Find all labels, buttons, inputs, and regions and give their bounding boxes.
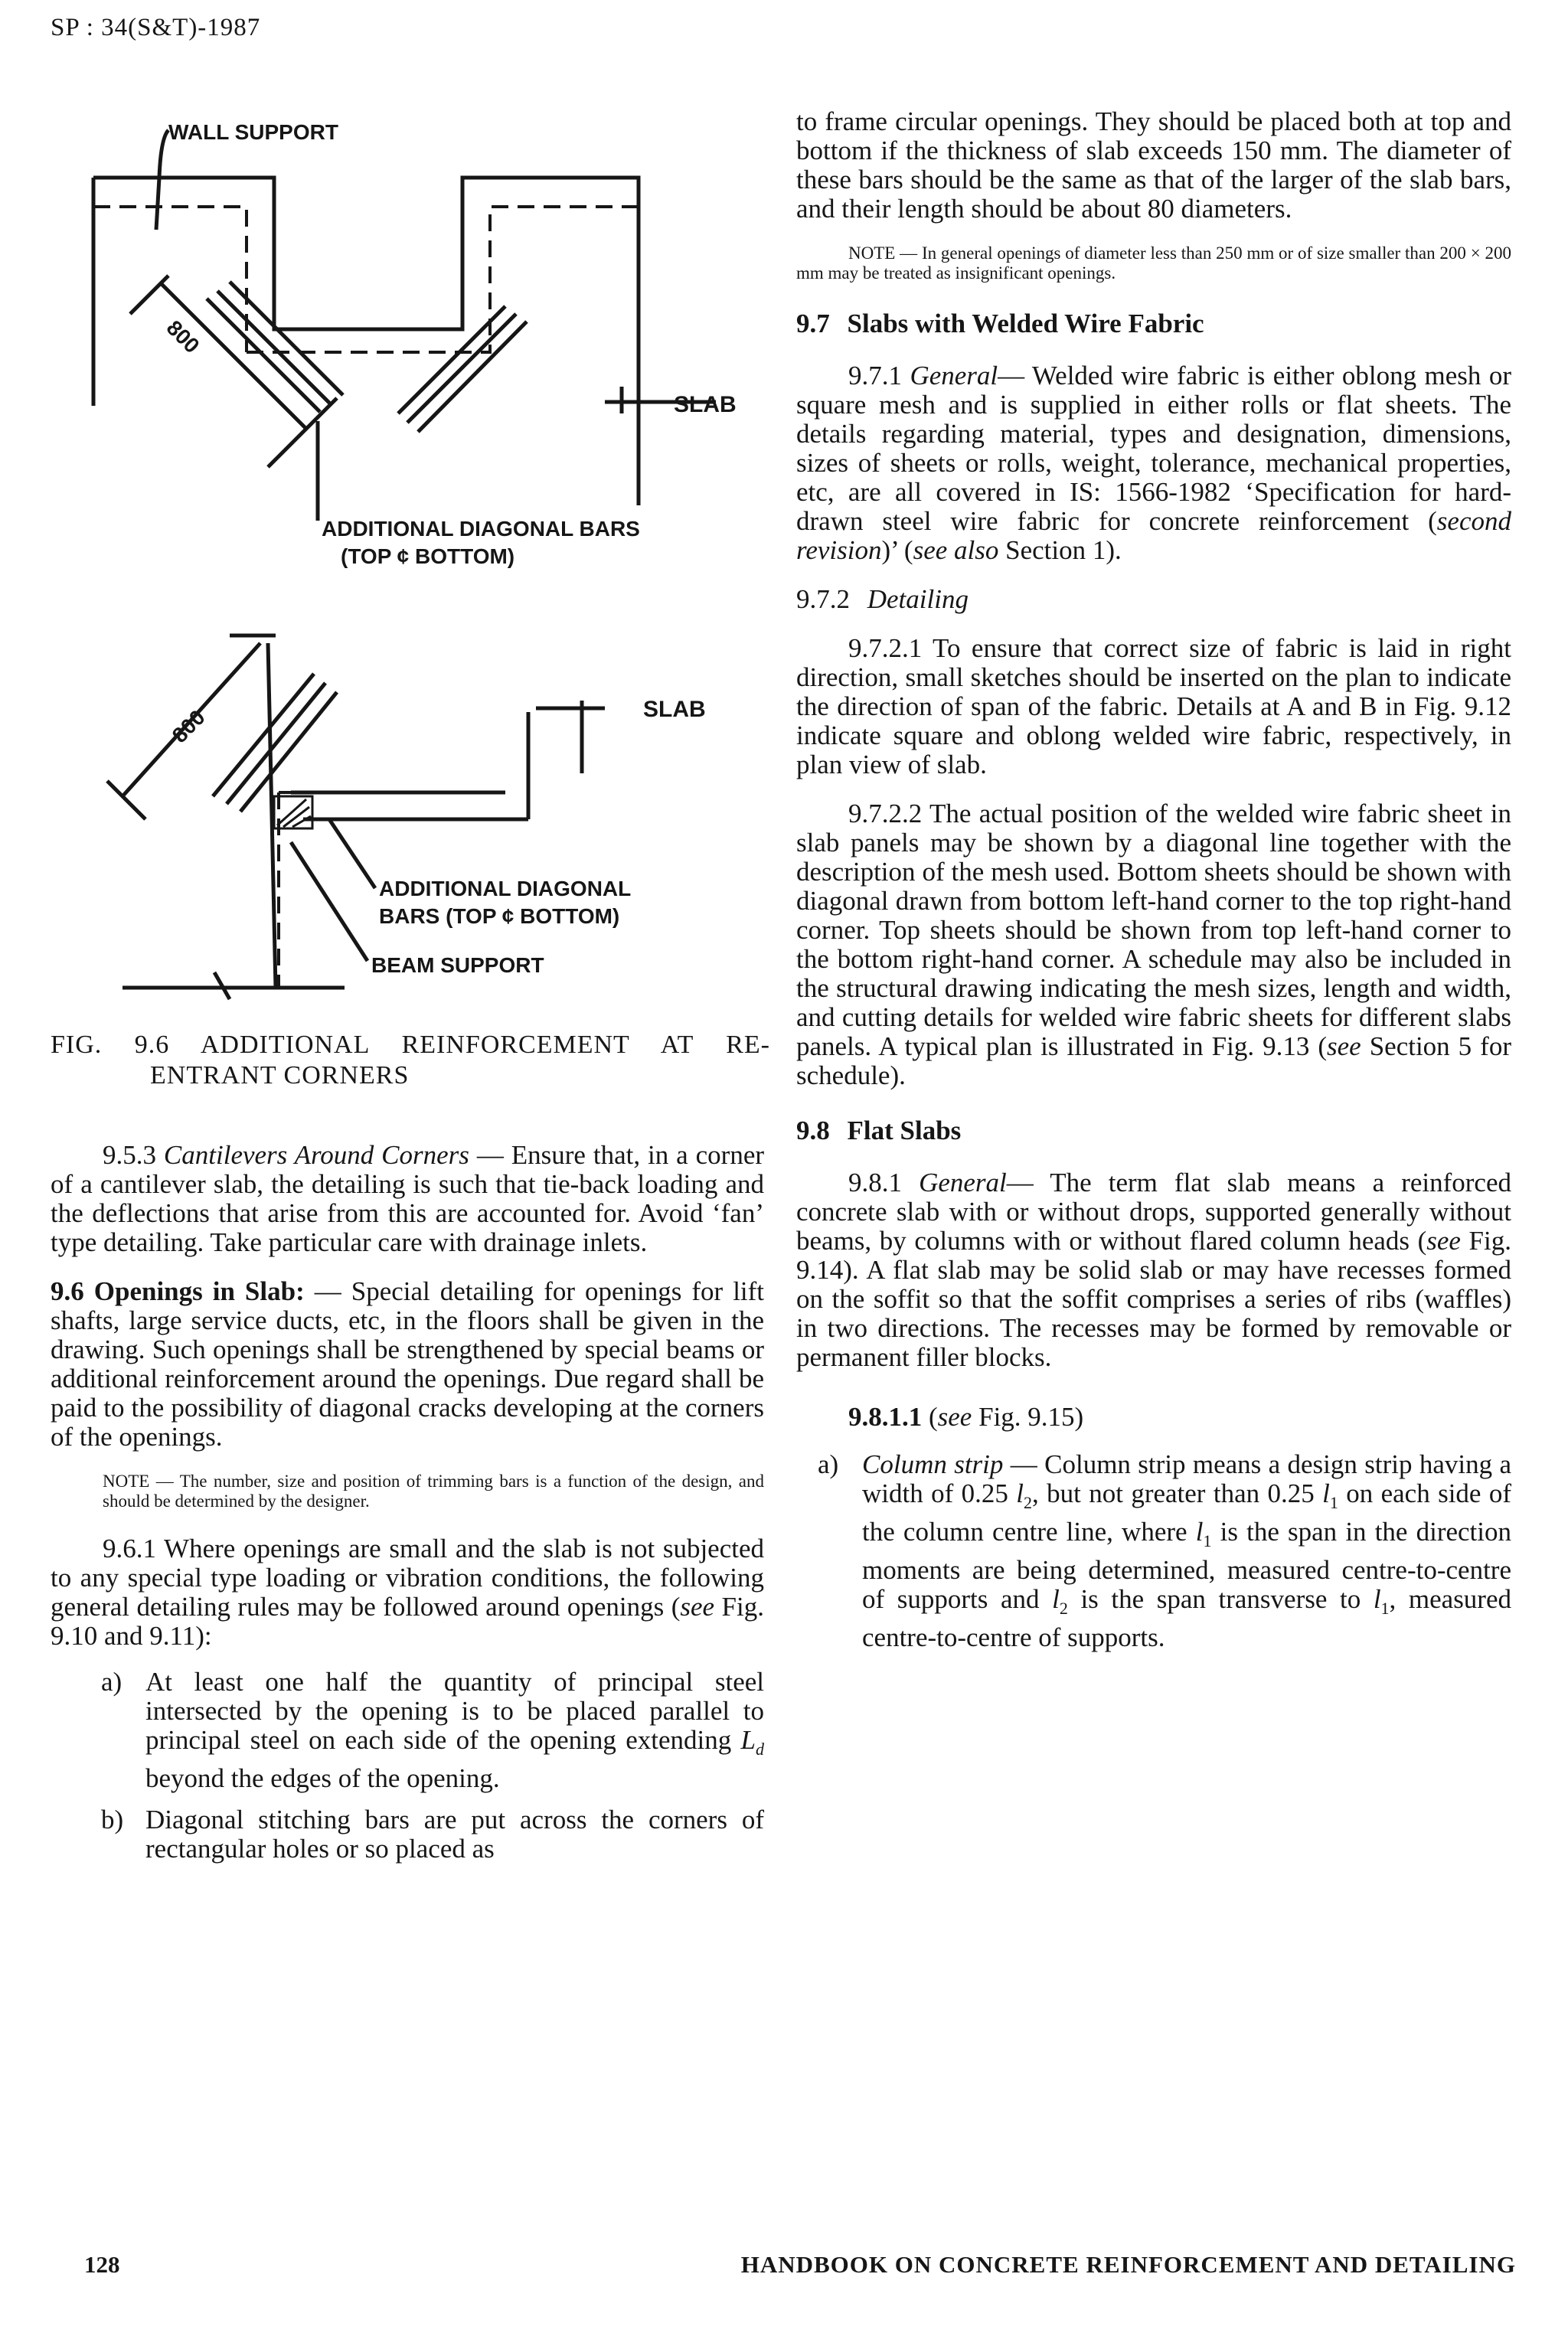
section-9-7-1-body-c: Section 1). [998,535,1122,565]
section-9-8-1-1-number: 9.8.1.1 [848,1402,923,1432]
note-text-right: — In general openings of diameter less than 250 mm or of size smaller than 200 × 200 mm may be treated as insignificant openings. [796,243,1511,283]
section-9-8-1-number: 9.8.1 [848,1168,902,1197]
section-9-7-number: 9.7 [796,309,830,338]
section-9-8-heading [796,1116,1511,1145]
section-9-7-2-1-body: To ensure that correct size of fabric is laid in right direction, small sketches should be inserted on the plan to indicate the direction of span of the fabric. Details at A and B in Fig. 9.12 indicate square and oblong welded wire fabric, respectively, in plan view of slab. [796,633,1511,779]
right-list-item-a-text-f: , measured centre-to-centre of supports. [862,1584,1511,1652]
right-list-item-a-label: a) [818,1449,839,1479]
section-9-5-3 [51,1141,764,1257]
section-9-7-1 [796,361,1511,565]
section-9-5-3-body: — Ensure that, in a corner of a cantilever slab, the detailing is such that tie-back loading and the deflections that arise from this are accounted for. Avoid ‘fan’ type detailing. Take particular care with drainage inlets. [51,1140,765,1257]
section-9-7-heading [796,309,1511,338]
l1-subscript-3: 1 [1380,1599,1390,1618]
section-9-6 [51,1277,764,1452]
l2-symbol: l [1016,1478,1024,1508]
section-9-7-2-1-number: 9.7.2.1 [848,633,923,663]
section-9-7-1-body-a: — Welded wire fabric is either oblong mesh or square mesh and is supplied in either rolls or flat sheets. The details regarding material, types and designation, dimensions, sizes of sheets or rolls, weight, tolerance, mechanical properties, etc, are all covered in IS: 1566-1982 ‘Specification for hard-drawn steel wire fabric for concrete reinforcement ( [796,361,1512,536]
l2-symbol-2: l [1052,1584,1060,1614]
section-9-7-2-2 [796,799,1511,1090]
label-additional-bars-top-2: (TOP ¢ BOTTOM) [341,544,515,568]
section-9-8-1-1-ref: (see Fig. 9.15) [929,1402,1084,1432]
right-list-item-a-text-c: on each side of the column centre line, where [862,1478,1511,1547]
section-9-7-1-number: 9.7.1 [848,361,902,390]
section-9-7-1-title: General [910,361,998,390]
label-additional-bars-top-1: ADDITIONAL DIAGONAL BARS [322,517,640,541]
label-dimension-800-bottom: 800 [167,705,210,748]
section-9-8-1-body-a: — The term flat slab means a reinforced concrete slab with or without drops, supported generally without beams, by columns with or without flared column heads ( [796,1168,1511,1256]
section-9-7-2-2-number: 9.7.2.2 [848,799,923,828]
label-additional-bars-bottom-2: BARS (TOP ¢ BOTTOM) [379,904,620,928]
list-item-a-text-a: At least one half the quantity of principal steel intersected by the opening is to be placed parallel to principal steel on each side of the opening extending [145,1667,764,1755]
section-9-7-2-1 [796,634,1511,779]
section-9-7-title: Slabs with Welded Wire Fabric [847,309,1204,338]
section-9-8-1 [796,1168,1511,1372]
figure-9-6 [77,107,766,1034]
figure-caption [51,1030,770,1091]
ld-symbol: L [740,1725,756,1755]
label-slab-top: SLAB [674,392,737,417]
l2-subscript-2: 2 [1059,1599,1068,1618]
continuation-text: to frame circular openings. They should be placed both at top and bottom if the thickness of slab exceeds 150 mm. The diameter of these bars should be the same as that of the larger of the slab bars, and their length should be about 80 diameters. [796,106,1511,224]
see-ref-9-8-1: see [1426,1226,1461,1256]
section-9-6-title: Openings in Slab: [93,1276,305,1306]
section-9-7-2-number: 9.7.2 [796,584,850,614]
section-9-5-3-number: 9.5.3 [103,1140,156,1170]
right-list-item-a-text-b: , but not greater than 0.25 [1032,1478,1323,1508]
section-9-7-2-2-body-a: The actual position of the welded wire fabric sheet in slab panels may be shown by a diagonal line together with the description of the mesh used. Bottom sheets should be shown with diagonal drawn from bottom left-hand corner to the top right-hand corner. Top sheets should be shown from top left-hand corner to the bottom right-hand corner. A schedule may also be included in the structural drawing indicating the mesh sizes, length and width, and cutting details for welded wire fabric sheets for different slabs panels. A typical plan is illustrated in Fig. 9.13 ( [796,799,1511,1061]
list-item-b-text: Diagonal stitching bars are put across the corners of rectangular holes or so placed as [145,1805,764,1864]
list-item-a-text [145,1668,764,1793]
footer-book-title: HANDBOOK ON CONCRETE REINFORCEMENT AND DETAILING [740,2251,1516,2278]
l1-symbol-2: l [1195,1517,1204,1547]
section-9-8-1-body-b: Fig. 9.14). A flat slab may be solid slab or may have recesses formed on the soffit so that the soffit comprises a series of ribs (waffles) in two directions. The recesses may be formed by removable or permanent filler blocks. [796,1226,1511,1372]
list-item-b [51,1805,764,1864]
note-openings [796,243,1511,283]
note-trimming-bars [51,1472,764,1511]
list-item-a-label: a) [101,1667,122,1697]
second-revision: second revision [796,506,1511,565]
l1-subscript-2: 1 [1203,1531,1212,1550]
left-column [51,1141,764,1864]
note-label: NOTE [103,1472,150,1491]
label-wall-support: WALL SUPPORT [168,120,338,144]
right-list-item-a-text-e: is the span transverse to [1067,1584,1374,1614]
section-9-6-body: — Special detailing for openings for lift shafts, large service ducts, etc, in the floors shall be given in the drawing. Such openings shall be strengthened by special beams or additional reinforcement around the openings. Due regard shall be paid to the possibility of diagonal cracks developing at the corners of the openings. [51,1276,765,1452]
section-9-6-1-body-a: Where openings are small and the slab is not subjected to any special type loading or vibration conditions, the following general detailing rules may be followed around openings ( [51,1534,765,1622]
l1-symbol-3: l [1373,1584,1381,1614]
column-strip-term: Column strip [862,1449,1004,1479]
section-9-7-2-2-body-b: Section 5 for schedule). [796,1031,1511,1090]
right-column [796,107,1511,1652]
running-header: SP : 34(S&T)-1987 [51,14,261,41]
list-item-a-text-b: beyond the edges of the opening. [145,1763,500,1793]
section-9-8-1-title: General [919,1168,1007,1197]
see-ref-9-8-1-1: see [937,1402,972,1432]
see-ref-right: see [1326,1031,1361,1061]
section-9-6-1-number: 9.6.1 [103,1534,156,1563]
section-9-8-1-1 [796,1403,1511,1432]
note-label-right: NOTE [848,243,896,263]
l1-subscript: 1 [1329,1493,1338,1512]
section-9-8-title: Flat Slabs [847,1116,962,1145]
list-item-a [51,1668,764,1793]
note-text: — The number, size and position of trimming bars is a function of the design, and should be determined by the designer. [103,1472,764,1511]
section-9-6-1 [51,1534,764,1651]
right-list-item-a-text-d: is the span in the direction moments are being determined, measured centre-to-centre of supports and [862,1517,1511,1614]
section-9-5-3-title: Cantilevers Around Corners [163,1140,469,1170]
section-9-6-1-body-b: Fig. 9.10 and 9.11): [51,1592,764,1651]
l1-symbol: l [1322,1478,1330,1508]
page-number: 128 [84,2251,120,2278]
ld-subscript: d [756,1740,764,1759]
section-9-8-number: 9.8 [796,1116,830,1145]
right-list-item-a [796,1450,1511,1652]
label-slab-bottom: SLAB [643,697,706,722]
section-9-7-2-heading [796,585,1511,614]
section-9-8-1-1-ref-b: Fig. 9.15) [972,1402,1084,1432]
section-9-7-2-title: Detailing [867,584,969,614]
figure-caption-line1: FIG. 9.6 ADDITIONAL REINFORCEMENT AT RE- [51,1031,770,1059]
list-item-b-label: b) [101,1805,124,1834]
figure-caption-line2: ENTRANT CORNERS [150,1061,410,1090]
see-ref: see [680,1592,715,1622]
see-also: see also [913,535,999,565]
right-list-item-a-text [862,1450,1511,1652]
right-list-item-a-text-a: — Column strip means a design strip having a width of 0.25 [862,1449,1511,1508]
section-9-6-number: 9.6 [51,1276,84,1306]
label-dimension-800-top: 800 [162,315,204,358]
section-9-7-1-body-b: )’ ( [881,535,913,565]
l2-subscript: 2 [1024,1493,1032,1512]
label-beam-support: BEAM SUPPORT [371,953,544,977]
label-additional-bars-bottom-1: ADDITIONAL DIAGONAL [379,877,632,900]
